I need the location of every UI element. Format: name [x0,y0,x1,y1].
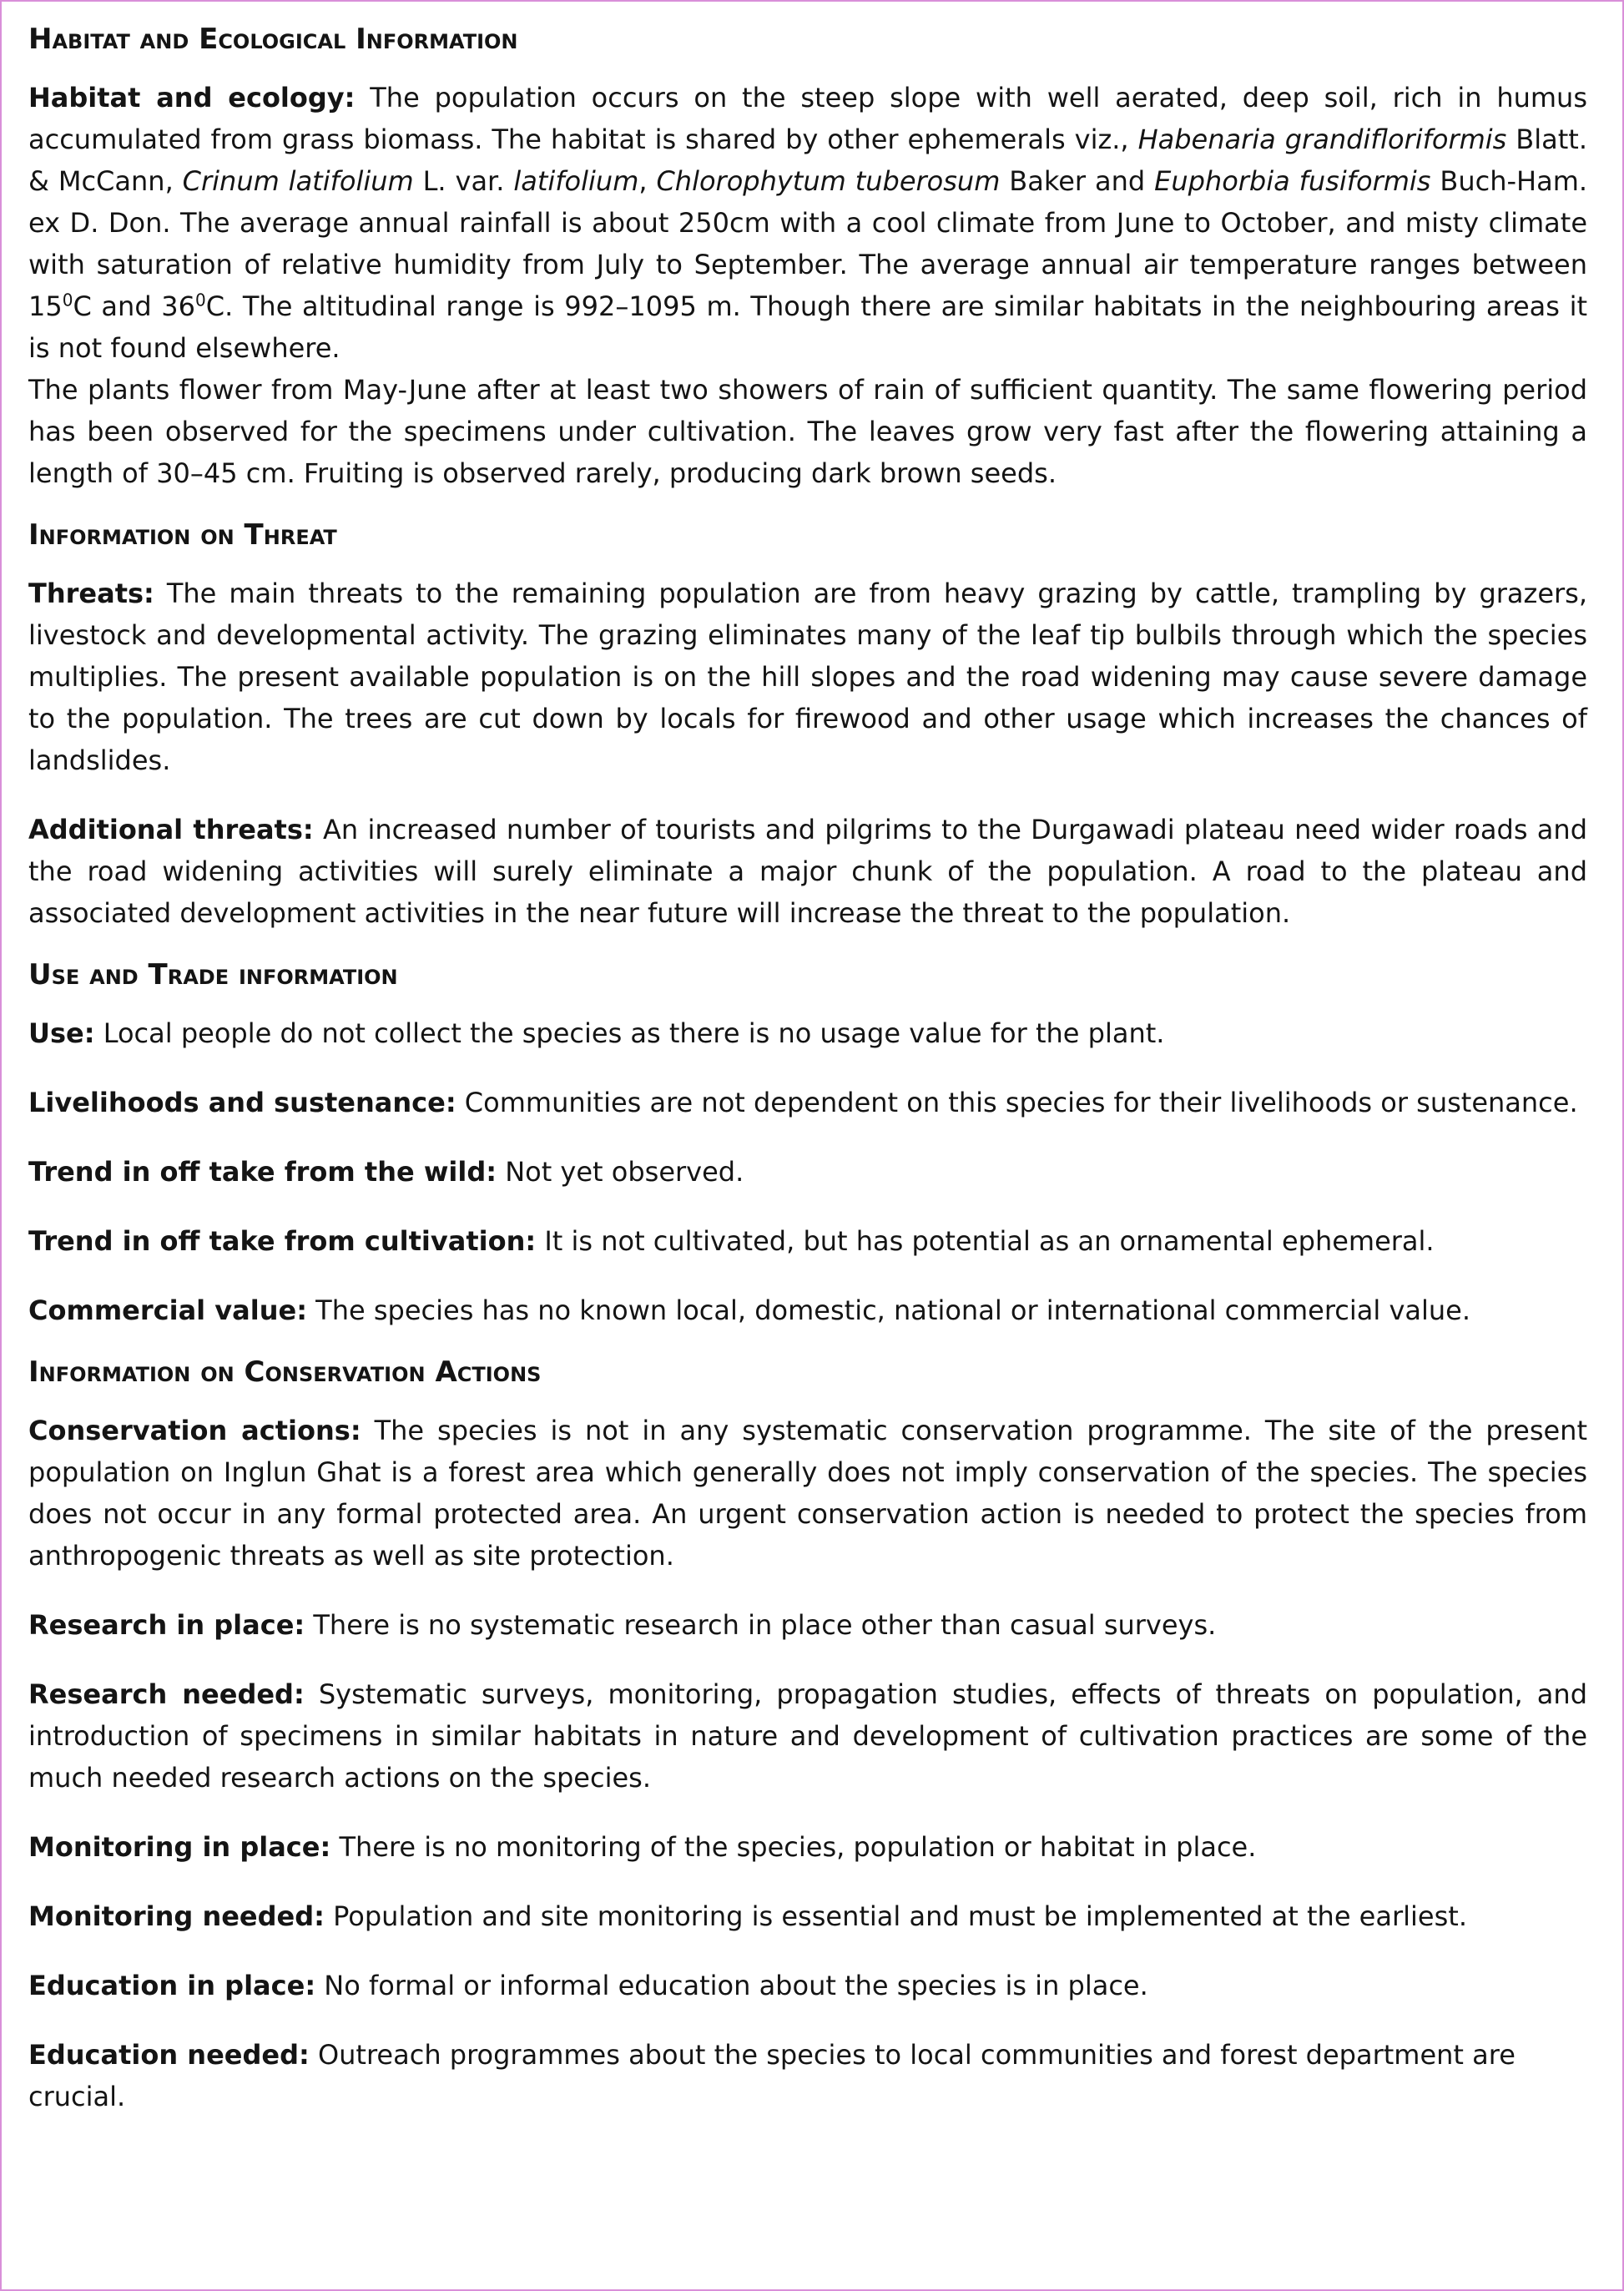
label-trend-wild: Trend in off take from the wild: [28,1156,497,1188]
label-research-in-place: Research in place: [28,1609,305,1641]
heading-habitat: Habitat and Ecological Information [28,23,518,56]
degree-superscript: 0 [195,290,206,310]
species-name: latifolium [513,165,639,197]
label-threats: Threats: [28,578,154,609]
label-habitat-ecology: Habitat and ecology: [28,82,356,114]
trade-list [28,1012,1587,1331]
label-additional-threats: Additional threats: [28,814,314,845]
conservation-list [28,1410,1587,2117]
paragraph-trend-cultivation: Trend in off take from cultivation: It is not cultivated, but has potential as an ornamental ephemeral. [28,1225,1435,1257]
paragraph-use: Use: Local people do not collect the species as there is no usage value for the plant. [28,1017,1165,1049]
label-education-needed: Education needed: [28,2039,310,2071]
label-livelihoods: Livelihoods and sustenance: [28,1087,456,1118]
paragraph-habitat-ecology: Habitat and ecology: The population occurs on the steep slope with well aerated, deep soil, rich in humus accumulated from grass biomass. The habitat is shared by other ephemerals viz., Habenaria grandifloriformis Blatt. & McCann, Crinum latifolium L. var. latifolium, Chlorophytum tuberosum Baker and Euphorbia fusiformis Buch-Ham. ex D. Don. The average annual rainfall is about 250cm with a cool climate from June to October, and misty climate with saturation of relative humidity from July to September. The average annual air temperature ranges between $15^0C$ and $36^0C$. The altitudinal range is 992–1095 m. Though there are similar habitats in the neighbouring areas it is not found elsewhere. [28,82,1588,364]
heading-use-trade: Use and Trade information [28,958,398,992]
paragraph-livelihoods: Livelihoods and sustenance: Communities are not dependent on this species for their livelihoods or sustenance. [28,1087,1578,1118]
label-monitoring-needed: Monitoring needed: [28,1900,325,1932]
label-trend-cultivation: Trend in off take from cultivation: [28,1225,537,1257]
label-research-needed: Research needed: [28,1678,305,1710]
species-name: Euphorbia fusiformis [1154,165,1431,197]
paragraph-education-in-place: Education in place: No formal or informal education about the species is in place. [28,1970,1148,2001]
label-use: Use: [28,1017,95,1049]
paragraph-threats: Threats: The main threats to the remaining population are from heavy grazing by cattle, trampling by grazers, livestock and developmental activity. The grazing eliminates many of the leaf tip bulbils through which the species multiplies. The present available population is on the hill slopes and the road widening may cause severe damage to the population. The trees are cut down by locals for firewood and other usage which increases the chances of landslides. [28,578,1587,776]
paragraph-commercial-value: Commercial value: The species has no known local, domestic, national or international commercial value. [28,1294,1471,1326]
heading-conservation: Information on Conservation Actions [28,1355,542,1389]
paragraph-education-needed: Education needed: Outreach programmes about the species to local communities and forest department are crucial. [28,2039,1516,2112]
label-commercial-value: Commercial value: [28,1294,307,1326]
heading-threat: Information on Threat [28,518,337,552]
label-conservation-actions: Conservation actions: [28,1415,361,1446]
paragraph-research-in-place: Research in place: There is no systematic research in place other than casual surveys. [28,1609,1217,1641]
label-education-in-place: Education in place: [28,1970,316,2001]
threat-list [28,573,1587,934]
paragraph-additional-threats: Additional threats: An increased number of tourists and pilgrims to the Durgawadi plateau need wider roads and the road widening activities will surely eliminate a major chunk of the population. A road to the plateau and associated development activities in the near future will increase the threat to the population. [28,814,1588,929]
label-monitoring-in-place: Monitoring in place: [28,1831,331,1863]
paragraph-trend-wild: Trend in off take from the wild: Not yet observed. [28,1156,744,1188]
species-name: Crinum latifolium [182,165,414,197]
paragraph-conservation-actions: Conservation actions: The species is not in any systematic conservation programme. The site of the present population on Inglun Ghat is a forest area which generally does not imply conservation of the species. The species does not occur in any formal protected area. An urgent conservation action is needed to protect the species from anthropogenic threats as well as site protection. [28,1415,1588,1572]
species-name: Chlorophytum tuberosum [656,165,1001,197]
paragraph-research-needed: Research needed: Systematic surveys, monitoring, propagation studies, effects of threats on population, and introduction of specimens in similar habitats in nature and development of cultivation practices are some of the much needed research actions on the species. [28,1678,1588,1794]
paragraph-flowering: The plants flower from May-June after at least two showers of rain of sufficient quantity. The same flowering period has been observed for the specimens under cultivation. The leaves grow very fast after the flowering attaining a length of 30–45 cm. Fruiting is observed rarely, producing dark brown seeds. [28,374,1587,489]
degree-superscript: 0 [62,290,73,310]
species-name: Habenaria grandifloriformis [1137,124,1507,155]
paragraph-monitoring-needed: Monitoring needed: Population and site monitoring is essential and must be implemented at the earliest. [28,1900,1467,1932]
paragraph-monitoring-in-place: Monitoring in place: There is no monitoring of the species, population or habitat in place. [28,1831,1257,1863]
